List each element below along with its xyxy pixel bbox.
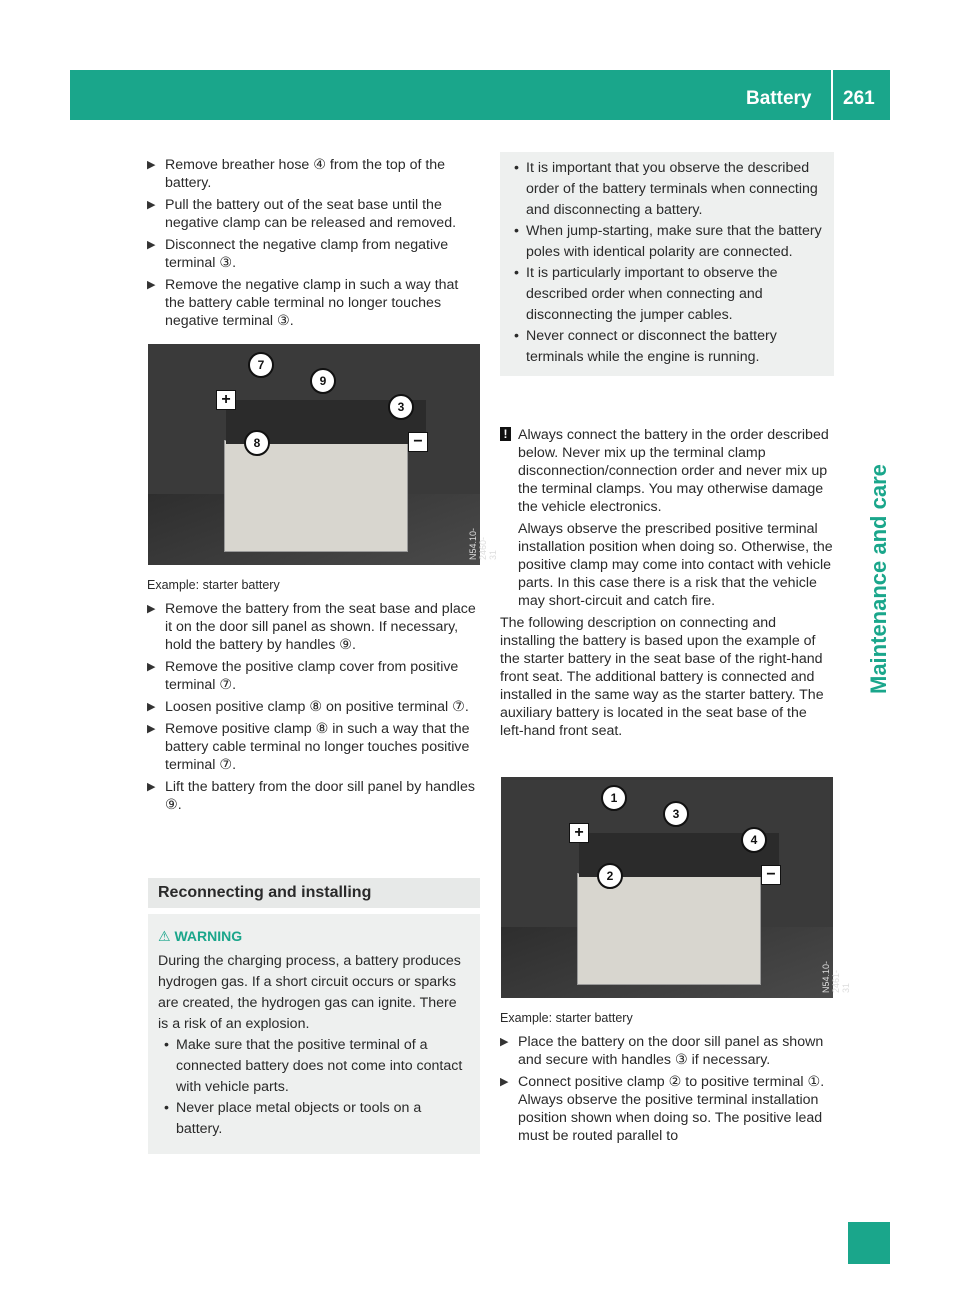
info-bullet: • It is particularly important to observe the described order when connecting and disconnecting the jumper cables. xyxy=(514,265,778,323)
warning-bullet: • Make sure that the positive terminal of a connected battery does not come into contact with vehicle parts. xyxy=(164,1037,463,1095)
step-arrow-icon: ▶ xyxy=(147,781,156,793)
image-code: N54.10-2461-31 xyxy=(821,960,851,993)
step-arrow-icon: ▶ xyxy=(147,701,156,713)
step-arrow-icon: ▶ xyxy=(500,1076,509,1088)
callout-marker: 3 xyxy=(663,801,689,827)
notice-block xyxy=(500,426,834,742)
step-item: ▶ Remove the battery from the seat base and place it on the door sill panel as shown. If necessary, hold the battery by handles ⑨. xyxy=(147,601,476,653)
warning-title: ⚠︎ WARNING xyxy=(158,928,243,944)
exclamation-icon: ! xyxy=(500,427,511,441)
callout-marker: 2 xyxy=(597,863,623,889)
step-item: ▶ Disconnect the negative clamp from negative terminal ③. xyxy=(147,237,449,271)
image-caption: Example: starter battery xyxy=(147,578,280,592)
callout-marker: 1 xyxy=(601,785,627,811)
callout-marker: 9 xyxy=(310,368,336,394)
warning-box xyxy=(148,914,480,1154)
step-arrow-icon: ▶ xyxy=(500,1036,509,1048)
header-divider xyxy=(831,70,833,120)
section-heading-wrap xyxy=(148,878,480,908)
step-item: ▶ Pull the battery out of the seat base until the negative clamp can be released and removed. xyxy=(147,197,457,231)
image-code: N54.10-2460-31 xyxy=(468,527,498,560)
step-arrow-icon: ▶ xyxy=(147,159,156,171)
plus-symbol-icon: + xyxy=(569,823,589,843)
chapter-label: Maintenance and care xyxy=(866,464,891,694)
step-arrow-icon: ▶ xyxy=(147,199,156,211)
step-arrow-icon: ▶ xyxy=(147,603,156,615)
step-item: ▶ Remove the negative clamp in such a way that the battery cable terminal no longer touches negative terminal ③. xyxy=(147,277,459,329)
warning-bullet: • Never place metal objects or tools on a battery. xyxy=(164,1100,422,1137)
step-item: ▶ Remove the positive clamp cover from positive terminal ⑦. xyxy=(147,659,459,693)
bullet-icon: • xyxy=(514,265,519,281)
info-bullet: • When jump-starting, make sure that the battery poles with identical polarity are connected. xyxy=(514,223,822,260)
battery-image-removal xyxy=(148,344,498,565)
notice: ! Always connect the battery in the order described below. Never mix up the terminal clamp disconnection/connection order and never mix up the terminal clamps. You may otherwise damage the vehicle electronics. Always observe the prescribed positive terminal installation position when doing so. Otherwise, the positive clamp may come into contact with vehicle parts. In this case there is a risk that the vehicle may short-circuit and catch fire. xyxy=(500,426,834,610)
image-caption: Example: starter battery xyxy=(500,1011,633,1025)
step-arrow-icon: ▶ xyxy=(147,723,156,735)
battery-image-install xyxy=(501,777,851,998)
callout-marker: 3 xyxy=(388,394,414,420)
left-column xyxy=(147,156,481,334)
bullet-icon: • xyxy=(164,1037,169,1053)
right-steps xyxy=(500,1009,834,1149)
minus-symbol-icon: − xyxy=(408,432,428,452)
warning-text: During the charging process, a battery produces hydrogen gas. If a short circuit occurs or sparks are created, the hydrogen gas can ignite. There is a risk of an explosion. xyxy=(158,953,461,1032)
step-item: ▶ Place the battery on the door sill panel as shown and secure with handles ③ if necessary. xyxy=(500,1034,824,1068)
info-bullet: • Never connect or disconnect the battery terminals while the engine is running. xyxy=(514,328,777,365)
intro-paragraph: The following description on connecting and installing the battery is based upon the example of the starter battery in the seat base of the right-hand front seat. The additional battery is connected and installed in the same way as the starter battery. The auxiliary battery is located in the seat base of the left-hand front seat. xyxy=(500,615,824,739)
step-item: ▶ Remove positive clamp ⑧ in such a way that the battery cable terminal no longer touches positive terminal ⑦. xyxy=(147,721,470,773)
callout-marker: 8 xyxy=(244,430,270,456)
callout-marker: 7 xyxy=(248,352,274,378)
bullet-icon: • xyxy=(514,223,519,239)
info-bullet: • It is important that you observe the described order of the battery terminals when connecting and disconnecting a battery. xyxy=(514,160,818,218)
page-number: 261 xyxy=(843,88,875,109)
step-item: ▶ Loosen positive clamp ⑧ on positive terminal ⑦. xyxy=(147,699,469,715)
chapter-tab xyxy=(848,1222,890,1264)
bullet-icon: • xyxy=(514,328,519,344)
section-title: Battery xyxy=(746,88,812,109)
section-heading: Reconnecting and installing xyxy=(148,878,480,908)
step-arrow-icon: ▶ xyxy=(147,279,156,291)
warning-triangle-icon: ⚠︎ xyxy=(158,928,171,944)
step-item: ▶ Connect positive clamp ② to positive terminal ①. Always observe the positive terminal installation position shown when doing so. The positive lead must be routed parallel to xyxy=(500,1074,825,1144)
step-arrow-icon: ▶ xyxy=(147,239,156,251)
step-arrow-icon: ▶ xyxy=(147,661,156,673)
left-column-mid xyxy=(147,576,481,818)
plus-symbol-icon: + xyxy=(216,390,236,410)
callout-marker: 4 xyxy=(741,827,767,853)
info-box xyxy=(500,152,834,376)
step-item: ▶ Lift the battery from the door sill panel by handles ⑨. xyxy=(147,779,475,813)
bullet-icon: • xyxy=(164,1100,169,1116)
minus-symbol-icon: − xyxy=(761,865,781,885)
bullet-icon: • xyxy=(514,160,519,176)
step-item: ▶ Remove breather hose ④ from the top of the battery. xyxy=(147,157,446,191)
